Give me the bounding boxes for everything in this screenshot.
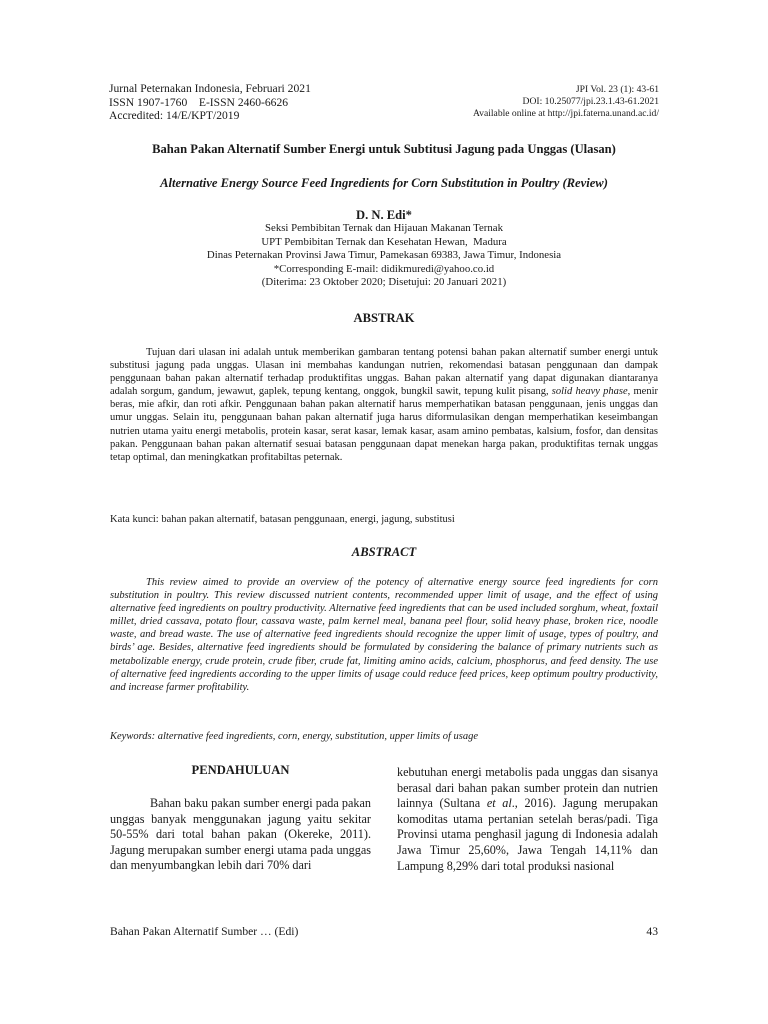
- intro-right-text: kebutuhan energi metabolis pada unggas dan sisanya berasal dari bahan pakan sumber protein dan nutrien lainnya (Sultana: [397, 765, 658, 811]
- title-indonesian: Bahan Pakan Alternatif Sumber Energi untuk Subtitusi Jagung pada Unggas (Ulasan): [152, 142, 616, 156]
- volume-info: JPI Vol. 23 (1): 43-61: [575, 84, 659, 95]
- abstrak-heading: ABSTRAK: [353, 311, 415, 325]
- intro-right-text: ., 2016). Jagung merupakan komoditas utama pertanian setelah beras/padi. Tiga Provinsi utama penghasil jagung di Indonesia adalah Jawa Timur 25,60%, Jawa Tengah 14,11% dan Lampung 8,29% dari total produksi nasional: [397, 796, 658, 873]
- abstract-heading: ABSTRACT: [351, 545, 417, 559]
- abstrak-text: [110, 346, 658, 464]
- author-name: D. N. Edi*: [356, 208, 412, 222]
- issn: ISSN 1907-1760 E-ISSN 2460-6626: [109, 95, 289, 109]
- intro-right-column: [397, 765, 658, 874]
- abstrak-italic-term: solid heavy phase: [551, 386, 628, 398]
- received-accepted-dates: (Diterima: 23 Oktober 2020; Disetujui: 20 Januari 2021): [261, 276, 507, 289]
- abstract-text: This review aimed to provide an overview of the potency of alternative energy source feed ingredients for corn substitution in poultry. This review discussed nutrient contents, recommended upper limit of usage, and the effect of using alternative feed ingredients on poultry productivity. Alternative feed ingredients that can be used included sorghum, wheat, foxtail millet, dried cassava, potato flour, cassava waste, palm kernel meal, banana peel flour, solid heavy phase, broken rice, noodle waste, and bread waste. The use of alternative feed ingredients should recognize the upper limit of usage, types of poultry, and birds’ age. Besides, alternative feed ingredients should be formulated by considering the balance of primary nutrients such as metabolizable energy, crude protein, crude fiber, crude fat, limiting amino acids, calcium, phosphorus, and feed density. The use of alternative feed ingredients according to the upper limits of usage could reduce feed prices, keep optimum poultry productivity, and increase farmer profitability.: [110, 577, 658, 693]
- intro-left-column: Bahan baku pakan sumber energi pada pakan unggas banyak menggunakan jagung yaitu sekitar 50-55% dari total bahan pakan (Okereke, 2011). Jagung merupakan sumber energi utama pada unggas dan menyumbangkan lebih dari 70% dari: [110, 796, 371, 873]
- journal-header-left: [109, 82, 311, 123]
- keywords: Keywords: alternative feed ingredients, corn, energy, substitution, upper limits of usage: [110, 731, 479, 742]
- online-link[interactable]: Available online at http://jpi.faterna.unand.ac.id/: [472, 108, 659, 119]
- intro-italic-et-al: et al: [486, 796, 512, 811]
- affiliation-line: Seksi Pembibitan Ternak dan Hijauan Makanan Ternak: [265, 222, 503, 234]
- running-title: Bahan Pakan Alternatif Sumber … (Edi): [110, 925, 299, 938]
- title-english: Alternative Energy Source Feed Ingredients for Corn Substitution in Poultry (Review): [160, 176, 608, 190]
- accreditation: Accredited: 14/E/KPT/2019: [109, 109, 240, 123]
- abstrak-text-part: Tujuan dari ulasan ini adalah untuk memberikan gambaran tentang potensi bahan pakan alternatif sumber energi untuk substitusi jagung pada unggas. Ulasan ini membahas kandungan nutrien, rekomendasi batasan penggunaan dan dampak penggunaan bahan pakan alternatif terhadap produktifitas unggas. Bahan pakan alternatif yang dapat digunakan diantaranya adalah sorgum, gandum, jewawut, gaplek, tepung kentang, onggok, bungkil sawit, tepung kulit pisang,: [110, 347, 658, 398]
- affiliation-line: UPT Pembibitan Ternak dan Kesehatan Hewan, Madura: [261, 235, 507, 248]
- pendahuluan-heading: PENDAHULUAN: [191, 763, 290, 777]
- affiliation-line: Dinas Peternakan Provinsi Jawa Timur, Pamekasan 69383, Jawa Timur, Indonesia: [206, 249, 562, 262]
- affiliation-block: [0, 222, 768, 290]
- journal-name: Jurnal Peternakan Indonesia, Februari 2021: [109, 82, 311, 95]
- kata-kunci: Kata kunci: bahan pakan alternatif, batasan penggunaan, energi, jagung, substitusi: [110, 514, 455, 525]
- corresponding-email: *Corresponding E-mail: didikmuredi@yahoo.co.id: [273, 262, 495, 275]
- journal-header-right: [473, 84, 659, 120]
- page-number: 43: [646, 925, 658, 938]
- doi: DOI: 10.25077/jpi.23.1.43-61.2021: [522, 96, 659, 107]
- abstrak-text-part: , menir beras, mie afkir, dan roti afkir. Penggunaan bahan pakan alternatif harus memperhatikan batasan penggunaan, jenis unggas dan umur unggas. Selain itu, penggunaan bahan pakan alternatif juga harus diformulasikan dengan memperhatikan keseimbangan nutrien utama yaitu energi metabolis, protein kasar, serat kasar, lemak kasar, asam amino pembatas, kalsium, fosfor, dan densitas pakan. Penggunaan bahan pakan alternatif sesuai batasan penggunaan dapat menekan harga pakan, produktifitas ternak unggas tetap optimal, dan meningkatkan profitabiltas peternak.: [110, 386, 658, 463]
